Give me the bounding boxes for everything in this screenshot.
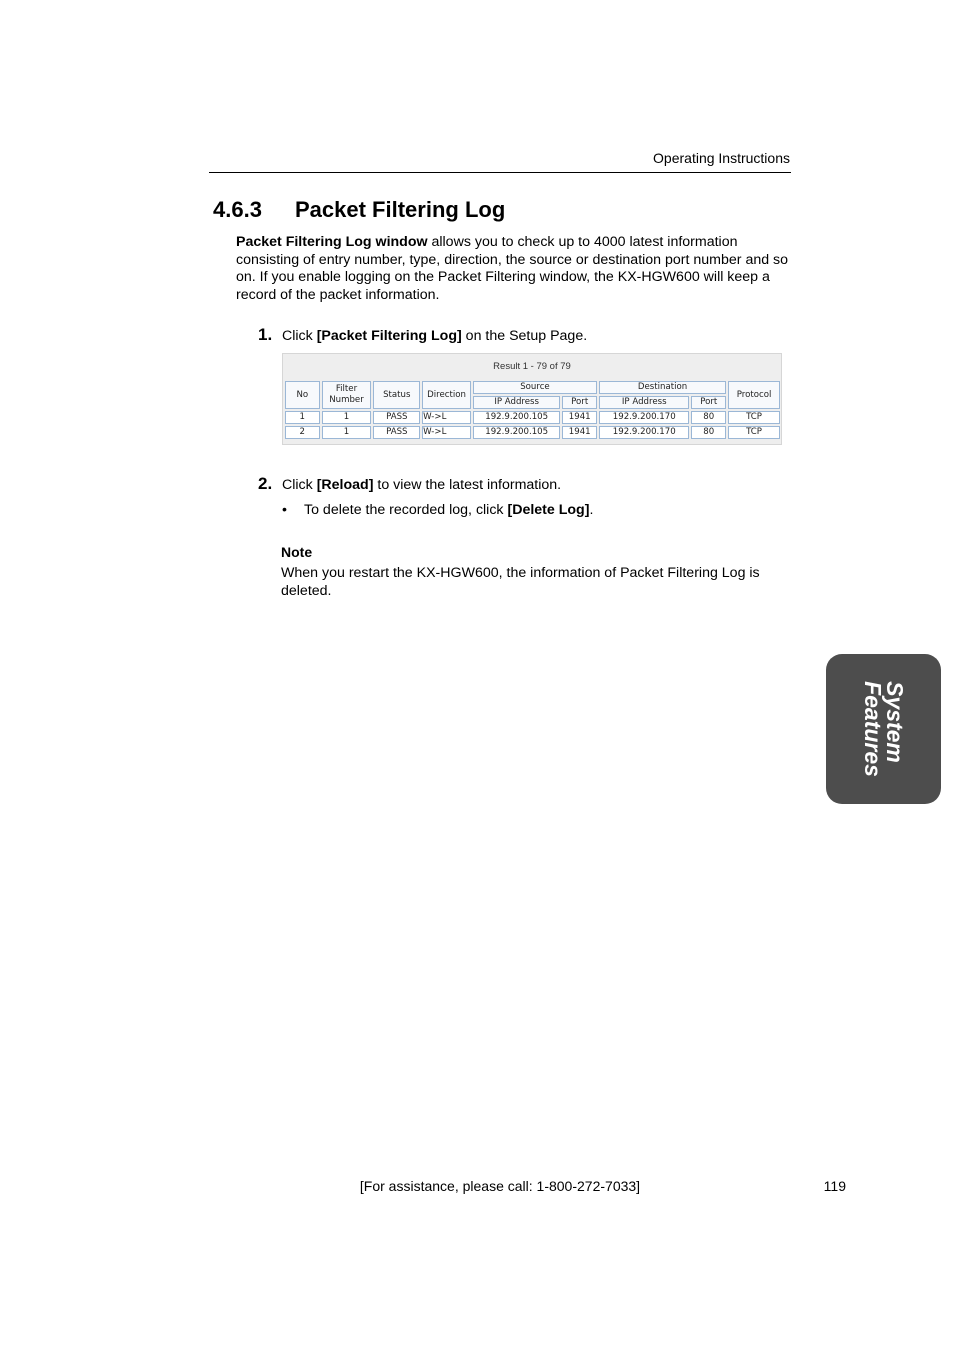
cell-dst-port: 80 bbox=[691, 426, 726, 439]
cell-src-port: 1941 bbox=[562, 426, 597, 439]
cell-direction: W->L bbox=[422, 411, 471, 424]
cell-status: PASS bbox=[373, 411, 420, 424]
step-1-text bbox=[282, 328, 587, 344]
section-heading bbox=[213, 197, 505, 223]
running-header: Operating Instructions bbox=[653, 150, 790, 166]
bullet-post: . bbox=[589, 502, 594, 518]
header-rule bbox=[209, 172, 791, 173]
header-filter-line2: Number bbox=[329, 395, 364, 405]
cell-status: PASS bbox=[373, 426, 420, 439]
intro-paragraph bbox=[236, 234, 792, 304]
side-tab-label bbox=[859, 681, 908, 777]
header-protocol: Protocol bbox=[728, 381, 780, 409]
cell-no: 1 bbox=[285, 411, 320, 424]
cell-protocol: TCP bbox=[728, 411, 780, 424]
bullet-bold: [Delete Log] bbox=[507, 502, 590, 518]
page-number: 119 bbox=[823, 1178, 846, 1194]
header-dst-ip: IP Address bbox=[599, 396, 690, 409]
step-2 bbox=[258, 474, 272, 494]
cell-filter: 1 bbox=[322, 411, 372, 424]
step-2-text bbox=[282, 477, 561, 493]
side-tab bbox=[826, 654, 941, 804]
header-filter-line1: Filter bbox=[335, 384, 358, 394]
cell-protocol: TCP bbox=[728, 426, 780, 439]
intro-text: allows you to check up to 4000 latest information consisting of entry number, type, direction, the source or destination port number and so on. If you enable logging on the Packet Filtering window, the KX-HGW600 will keep a record of the packet information. bbox=[236, 234, 789, 303]
cell-src-port: 1941 bbox=[562, 411, 597, 424]
table-row bbox=[285, 426, 780, 439]
cell-src-ip: 192.9.200.105 bbox=[473, 426, 560, 439]
step-1-post: on the Setup Page. bbox=[461, 328, 588, 344]
cell-direction: W->L bbox=[422, 426, 471, 439]
header-dst-port: Port bbox=[691, 396, 726, 409]
cell-no: 2 bbox=[285, 426, 320, 439]
note-body: When you restart the KX-HGW600, the information of Packet Filtering Log is deleted. bbox=[281, 565, 760, 599]
table-row bbox=[285, 411, 780, 424]
cell-dst-ip: 192.9.200.170 bbox=[599, 426, 690, 439]
intro-bold-lead: Packet Filtering Log window bbox=[236, 234, 428, 250]
section-number: 4.6.3 bbox=[213, 197, 262, 222]
cell-src-ip: 192.9.200.105 bbox=[473, 411, 560, 424]
cell-dst-ip: 192.9.200.170 bbox=[599, 411, 690, 424]
header-src-ip: IP Address bbox=[473, 396, 560, 409]
step-1-pre: Click bbox=[282, 328, 317, 344]
bullet-pre: To delete the recorded log, click bbox=[304, 502, 508, 518]
cell-dst-port: 80 bbox=[691, 411, 726, 424]
step-1-number: 1. bbox=[258, 325, 273, 344]
side-tab-line1: System bbox=[881, 681, 908, 763]
header-direction: Direction bbox=[422, 381, 471, 409]
result-count: Result 1 - 79 of 79 bbox=[493, 361, 571, 372]
cell-filter: 1 bbox=[322, 426, 372, 439]
header-no: No bbox=[285, 381, 320, 409]
section-title: Packet Filtering Log bbox=[295, 197, 506, 222]
bullet-symbol: • bbox=[282, 502, 287, 518]
header-status: Status bbox=[373, 381, 420, 409]
footer-assistance: [For assistance, please call: 1-800-272-7033] bbox=[359, 1178, 641, 1194]
step-2-number: 2. bbox=[258, 474, 273, 493]
header-src-port: Port bbox=[562, 396, 597, 409]
step-1-bold: [Packet Filtering Log] bbox=[316, 328, 462, 344]
side-tab-line2: Features bbox=[859, 681, 886, 777]
packet-log-table bbox=[283, 379, 782, 441]
header-destination: Destination bbox=[599, 381, 726, 394]
header-source: Source bbox=[473, 381, 597, 394]
step-1 bbox=[258, 325, 272, 345]
step-2-pre: Click bbox=[282, 477, 317, 493]
note-heading: Note bbox=[281, 544, 313, 560]
packet-log-screenshot bbox=[282, 353, 782, 445]
bullet-item bbox=[282, 502, 593, 518]
step-2-post: to view the latest information. bbox=[373, 477, 562, 493]
header-filter-number bbox=[322, 381, 372, 409]
step-2-bold: [Reload] bbox=[316, 477, 374, 493]
